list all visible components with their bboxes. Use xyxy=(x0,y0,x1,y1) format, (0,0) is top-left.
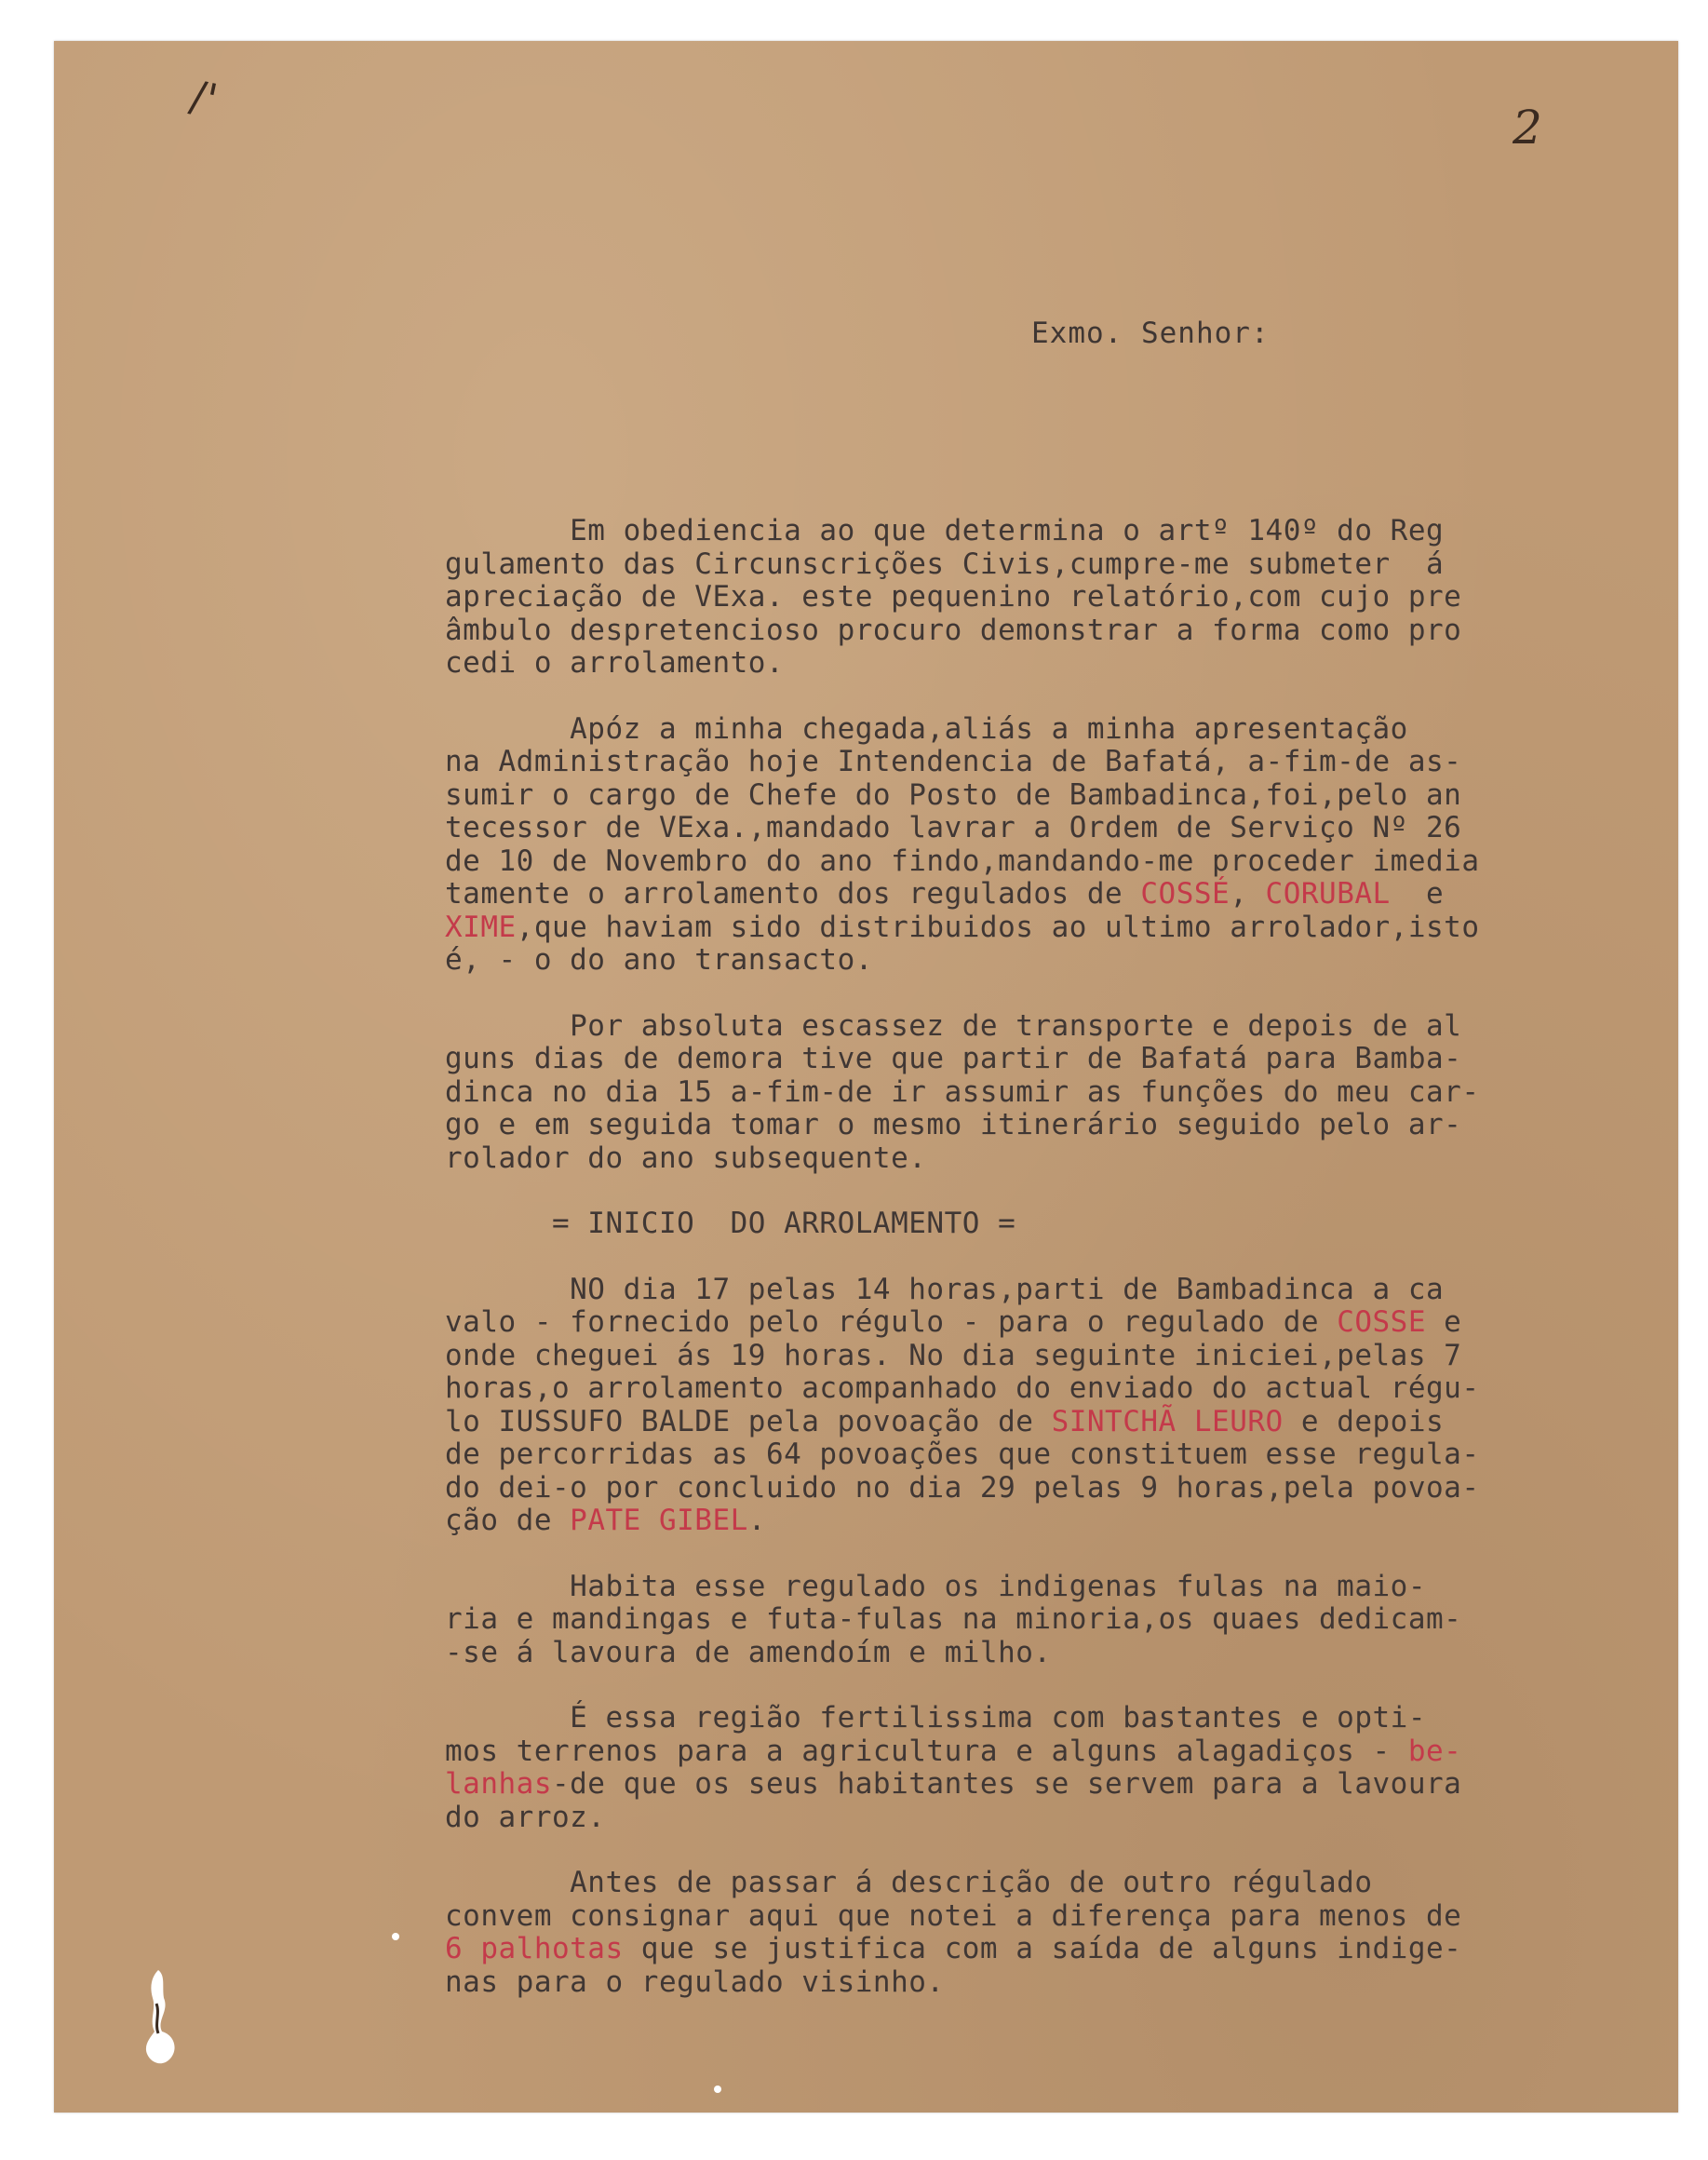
text-line xyxy=(445,647,1608,681)
text-segment: na Administração hoje Intendencia de Bafatá, a-fim-de as- xyxy=(445,745,1462,778)
text-segment: sumir o cargo de Chefe do Posto de Bambadinca,foi,pelo an xyxy=(445,777,1462,812)
text-line xyxy=(445,878,1608,911)
text-line xyxy=(445,1340,1608,1373)
text-line xyxy=(445,845,1608,879)
paper-speck xyxy=(392,1933,399,1940)
text-segment: ção de xyxy=(445,1504,571,1537)
text-segment: apreciação de VExa. este pequenino relatório,com cujo pre xyxy=(445,580,1462,614)
text-line xyxy=(445,515,1608,548)
text-segment: Por absoluta escassez de transporte e depois de al xyxy=(445,1008,1462,1043)
text-line xyxy=(445,779,1608,813)
text-line xyxy=(445,1472,1608,1505)
highlighted-name: 6 palhotas xyxy=(445,1932,624,1965)
text-segment: nas para o regulado visinho. xyxy=(445,1964,945,1999)
text-line xyxy=(445,1735,1608,1769)
text-line xyxy=(445,1274,1608,1307)
text-segment: Em obediencia ao que determina o artº 140º do Reg xyxy=(445,514,1445,547)
highlighted-name: lanhas xyxy=(445,1767,552,1801)
text-line xyxy=(445,1076,1608,1110)
text-line xyxy=(445,746,1608,779)
text-segment: do arroz. xyxy=(445,1800,606,1834)
text-line xyxy=(445,812,1608,845)
text-segment: onde cheguei ás 19 horas. No dia seguinte iniciei,pelas 7 xyxy=(445,1338,1462,1372)
text-segment: de 10 de Novembro do ano findo,mandando-me proceder imedia xyxy=(445,844,1480,878)
text-line xyxy=(445,1768,1608,1802)
text-segment: horas,o arrolamento acompanhado do enviado do actual régu- xyxy=(445,1371,1480,1405)
paragraph xyxy=(445,1010,1608,1176)
text-line xyxy=(445,1406,1608,1439)
text-segment: convem consignar aqui que notei a diferença para menos de xyxy=(445,1898,1462,1933)
text-line xyxy=(445,1603,1608,1637)
text-segment: Habita esse regulado os indigenas fulas na maio- xyxy=(445,1569,1426,1603)
text-line xyxy=(445,548,1608,582)
text-segment: -de que os seus habitantes se servem para a lavoura xyxy=(551,1767,1462,1801)
text-line xyxy=(445,1043,1608,1076)
text-segment: gulamento das Circunscrições Civis,cumpre-me submeter á xyxy=(445,547,1445,581)
text-line xyxy=(445,1966,1608,2000)
text-segment: ria e mandingas e futa-fulas na minoria,os quaes dedicam- xyxy=(445,1602,1462,1636)
text-segment: que se justifica com a saída de alguns indige- xyxy=(623,1932,1462,1965)
text-segment: lo IUSSUFO BALDE pela povoação de xyxy=(445,1404,1052,1438)
paper-speck xyxy=(714,2086,721,2093)
text-line xyxy=(445,1571,1608,1604)
text-line xyxy=(445,1142,1608,1176)
handwritten-corner-mark: /' xyxy=(185,70,222,126)
text-line xyxy=(445,713,1608,747)
handwritten-page-number: 2 xyxy=(1513,101,1542,155)
text-line xyxy=(445,1109,1608,1142)
text-segment: e depois xyxy=(1283,1404,1445,1438)
salutation: Exmo. Senhor: xyxy=(1031,317,1270,350)
text-line xyxy=(445,1802,1608,1835)
report-body xyxy=(445,515,1608,2032)
text-segment: e xyxy=(1390,877,1445,911)
text-segment: âmbulo despretencioso procuro demonstrar a forma como pro xyxy=(445,613,1462,647)
highlighted-name: SINTCHÃ LEURO xyxy=(1051,1404,1284,1438)
text-segment: ,que haviam sido distribuidos ao ultimo arrolador,isto xyxy=(516,910,1480,944)
text-segment: cedi o arrolamento. xyxy=(445,646,785,680)
text-segment: e xyxy=(1426,1305,1462,1339)
text-line xyxy=(445,1010,1608,1044)
text-line xyxy=(445,1702,1608,1735)
paper-damage-hole-icon xyxy=(138,1966,184,2069)
section-heading: = INICIO DO ARROLAMENTO = xyxy=(445,1207,1016,1240)
text-segment: dinca no dia 15 a-fim-de ir assumir as funções do meu car- xyxy=(445,1074,1480,1109)
text-segment: do dei-o por concluido no dia 29 pelas 9 horas,pela povoa- xyxy=(445,1470,1480,1505)
text-line xyxy=(445,614,1608,648)
text-segment: valo - fornecido pelo régulo - para o regulado de xyxy=(445,1305,1338,1339)
text-segment: NO dia 17 pelas 14 horas,parti de Bambadinca a ca xyxy=(445,1272,1445,1306)
highlighted-name: XIME xyxy=(445,910,517,944)
text-segment: Apóz a minha chegada,aliás a minha apresentação xyxy=(445,711,1408,746)
text-segment: Antes de passar á descrição de outro régulado xyxy=(445,1866,1373,1899)
text-line xyxy=(445,911,1608,945)
text-segment: de percorridas as 64 povoações que constituem esse regula- xyxy=(445,1438,1480,1471)
text-line xyxy=(445,1637,1608,1670)
text-segment: mos terrenos para a agricultura e alguns alagadiços - xyxy=(445,1734,1408,1768)
text-segment: , xyxy=(1230,877,1266,911)
text-segment: É essa região fertilissima com bastantes e opti- xyxy=(445,1701,1426,1735)
text-segment: go e em seguida tomar o mesmo itinerário seguido pelo ar- xyxy=(445,1108,1462,1141)
text-line xyxy=(445,1306,1608,1340)
paragraph xyxy=(445,515,1608,681)
paragraph xyxy=(445,713,1608,978)
highlighted-name: be- xyxy=(1407,1734,1462,1768)
text-line xyxy=(445,1867,1608,1900)
text-line xyxy=(445,1372,1608,1406)
text-segment: é, - o do ano transacto. xyxy=(445,943,873,977)
paragraph xyxy=(445,1867,1608,1999)
text-line xyxy=(445,944,1608,978)
highlighted-name: CORUBAL xyxy=(1265,877,1391,911)
text-segment: . xyxy=(747,1504,766,1537)
highlighted-name: COSSE xyxy=(1337,1305,1427,1339)
paragraph xyxy=(445,1571,1608,1670)
text-segment: tecessor de VExa.,mandado lavrar a Ordem de Serviço Nº 26 xyxy=(445,811,1462,844)
highlighted-name: COSSÉ xyxy=(1140,877,1231,911)
text-segment: guns dias de demora tive que partir de Bafatá para Bamba- xyxy=(445,1042,1462,1075)
text-segment: -se á lavoura de amendoím e milho. xyxy=(445,1635,1052,1669)
text-segment: rolador do ano subsequente. xyxy=(445,1141,927,1175)
text-line xyxy=(445,1900,1608,1934)
text-line xyxy=(445,1438,1608,1472)
highlighted-name: PATE GIBEL xyxy=(570,1504,748,1537)
paragraph xyxy=(445,1274,1608,1538)
text-line xyxy=(445,1505,1608,1538)
text-segment: tamente o arrolamento dos regulados de xyxy=(445,877,1141,911)
text-line xyxy=(445,581,1608,614)
paragraph xyxy=(445,1702,1608,1834)
text-line xyxy=(445,1933,1608,1966)
